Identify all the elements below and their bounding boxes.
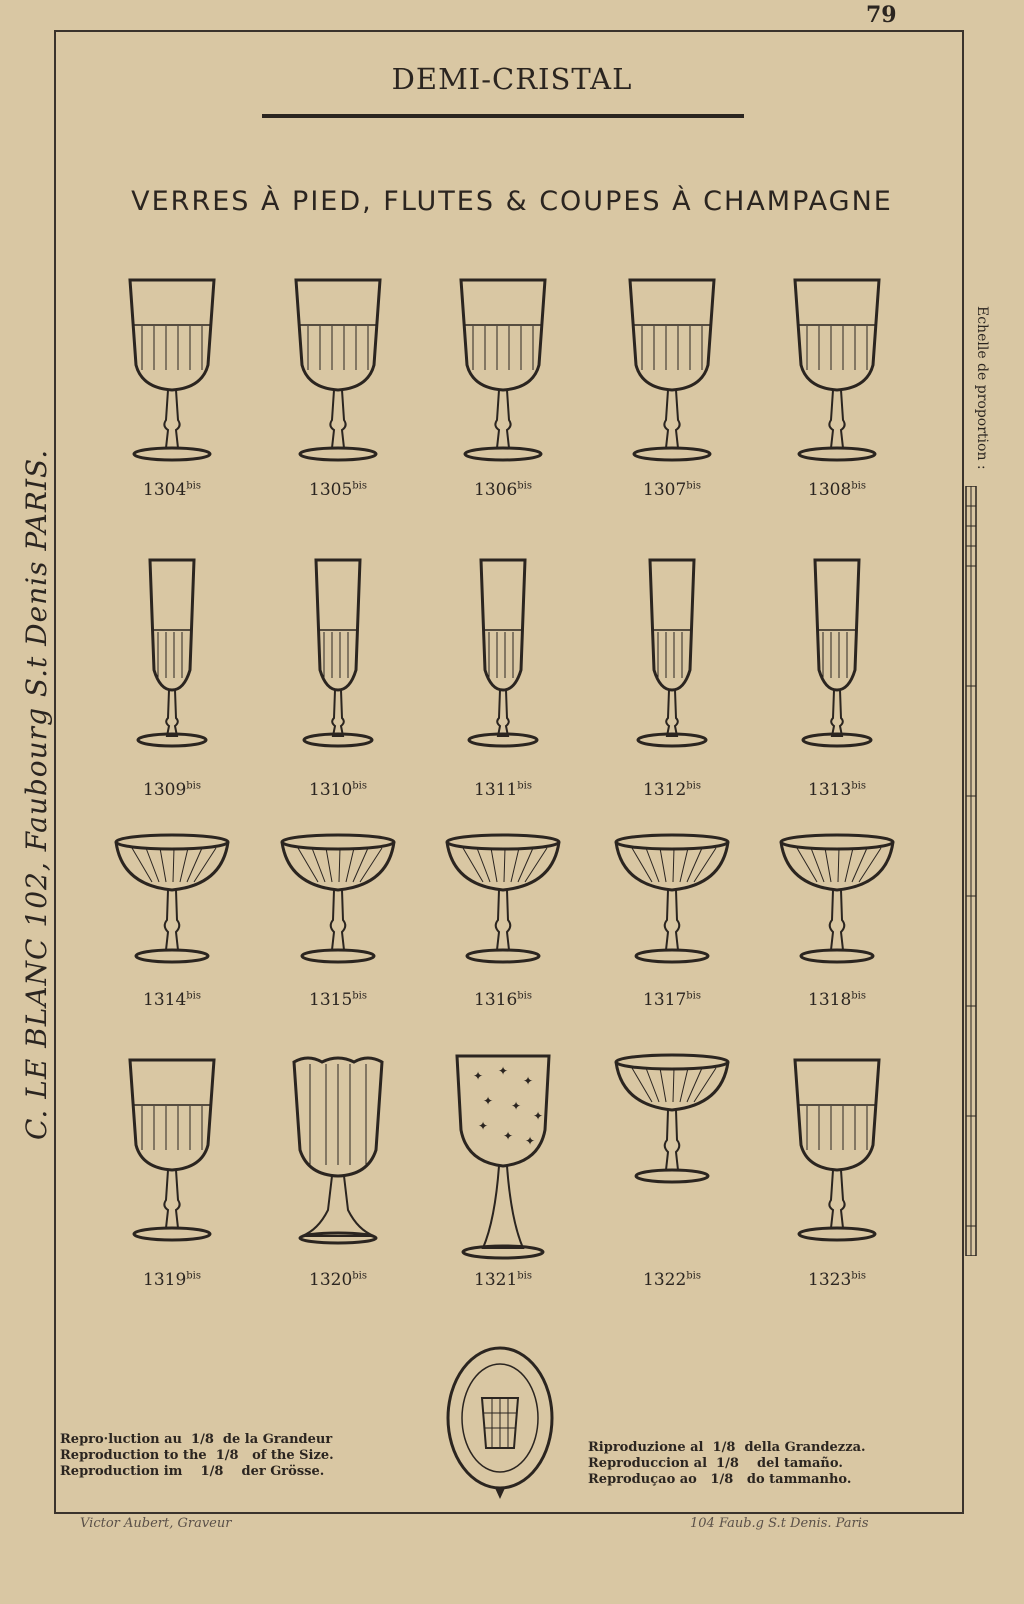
- glass-drawing: [443, 830, 563, 1050]
- svg-text:✦: ✦: [533, 1109, 544, 1123]
- item-number-suffix: bis: [352, 780, 367, 792]
- glass-drawing: [112, 550, 232, 770]
- glass-item-1306: [443, 270, 563, 500]
- item-number-text: 1305: [309, 480, 353, 500]
- item-number-text: 1319: [143, 1270, 187, 1290]
- reproduction-note-left: Repro·luction au 1/8 de la Grandeur Reproduction to the 1/8 of the Size. Reproduction im 1/8 der Grösse.: [60, 1432, 334, 1479]
- item-number: [112, 780, 232, 800]
- glass-item-1319: [112, 1050, 232, 1290]
- item-number-text: 1314: [143, 990, 187, 1010]
- glass-drawing: [278, 270, 398, 490]
- item-number-suffix: bis: [686, 480, 701, 492]
- item-number-text: 1310: [309, 780, 353, 800]
- glass-item-1311: [443, 550, 563, 800]
- glass-item-1321: [443, 1050, 563, 1290]
- item-number-suffix: bis: [186, 480, 201, 492]
- item-number-text: 1317: [643, 990, 687, 1010]
- glass-drawing: [612, 550, 732, 770]
- item-number: [443, 480, 563, 500]
- item-number-text: 1308: [808, 480, 852, 500]
- item-number: [112, 990, 232, 1010]
- item-number-suffix: bis: [851, 990, 866, 1002]
- item-number: [278, 990, 398, 1010]
- glass-drawing: [278, 550, 398, 770]
- glass-item-1314: [112, 830, 232, 1050]
- item-number: [612, 480, 732, 500]
- item-number-suffix: bis: [352, 480, 367, 492]
- item-number-text: 1316: [474, 990, 518, 1010]
- item-number-text: 1320: [309, 1270, 353, 1290]
- item-number: [112, 480, 232, 500]
- item-number: [278, 480, 398, 500]
- glass-drawing: [777, 550, 897, 770]
- item-number-text: 1309: [143, 780, 187, 800]
- trademark-seal: [440, 1343, 560, 1503]
- glass-drawing: [112, 270, 232, 490]
- item-number-suffix: bis: [851, 480, 866, 492]
- item-number-suffix: bis: [686, 990, 701, 1002]
- item-number-suffix: bis: [851, 780, 866, 792]
- glass-item-1316: [443, 830, 563, 1050]
- svg-text:✦: ✦: [511, 1099, 522, 1113]
- item-number: [777, 1270, 897, 1290]
- glass-drawing: [443, 270, 563, 490]
- svg-text:✦: ✦: [498, 1064, 509, 1078]
- glass-item-1315: [278, 830, 398, 1050]
- svg-text:✦: ✦: [473, 1069, 484, 1083]
- glass-item-1317: [612, 830, 732, 1050]
- item-number-suffix: bis: [517, 780, 532, 792]
- glass-drawing: [278, 830, 398, 1050]
- glass-item-1304: [112, 270, 232, 500]
- svg-text:✦: ✦: [523, 1074, 534, 1088]
- svg-text:✦: ✦: [478, 1119, 489, 1133]
- glass-drawing: [612, 1050, 732, 1270]
- item-number-suffix: bis: [517, 990, 532, 1002]
- item-number: [443, 780, 563, 800]
- glass-item-1322: [612, 1050, 732, 1290]
- item-number: [612, 780, 732, 800]
- glass-drawing: [443, 550, 563, 770]
- item-number-text: 1307: [643, 480, 687, 500]
- item-number: [777, 780, 897, 800]
- item-number-suffix: bis: [517, 480, 532, 492]
- item-number-text: 1306: [474, 480, 518, 500]
- item-number-suffix: bis: [686, 780, 701, 792]
- glass-item-1305: [278, 270, 398, 500]
- glass-drawing: [777, 1050, 897, 1270]
- item-number-suffix: bis: [186, 1270, 201, 1282]
- item-number-text: 1321: [474, 1270, 518, 1290]
- svg-text:✦: ✦: [503, 1129, 514, 1143]
- item-number-suffix: bis: [186, 990, 201, 1002]
- section-subtitle: VERRES À PIED, FLUTES & COUPES À CHAMPAGNE: [131, 186, 893, 217]
- glass-item-1318: [777, 830, 897, 1050]
- item-number-text: 1312: [643, 780, 687, 800]
- svg-text:✦: ✦: [525, 1134, 536, 1148]
- glass-item-1313: [777, 550, 897, 800]
- item-number: [278, 780, 398, 800]
- glass-drawing: [112, 830, 232, 1050]
- glass-item-1307: [612, 270, 732, 500]
- item-number-suffix: bis: [851, 1270, 866, 1282]
- item-number: [443, 990, 563, 1010]
- address-footer: 104 Faub.g S.t Denis. Paris: [690, 1516, 869, 1531]
- item-number: [278, 1270, 398, 1290]
- glass-drawing: [612, 270, 732, 490]
- item-number-suffix: bis: [352, 990, 367, 1002]
- item-number: [612, 1270, 732, 1290]
- item-number: [612, 990, 732, 1010]
- proportion-scale: [965, 486, 979, 1256]
- svg-text:✦: ✦: [483, 1094, 494, 1108]
- item-number: [443, 1270, 563, 1290]
- item-number-text: 1313: [808, 780, 852, 800]
- item-number: [112, 1270, 232, 1290]
- page-title: DEMI-CRISTAL: [391, 62, 633, 96]
- item-number: [777, 480, 897, 500]
- glass-drawing: [278, 1050, 398, 1270]
- glass-item-1308: [777, 270, 897, 500]
- item-number-suffix: bis: [517, 1270, 532, 1282]
- reproduction-note-right: Riproduzione al 1/8 della Grandezza. Reproduccion al 1/8 del tamaño. Reproduçao ao 1/8 do tammanho.: [588, 1440, 866, 1487]
- item-number-text: 1315: [309, 990, 353, 1010]
- scale-label: Echelle de proportion :: [974, 306, 990, 470]
- item-number-suffix: bis: [352, 1270, 367, 1282]
- page-frame: [54, 30, 964, 1514]
- glass-item-1312: [612, 550, 732, 800]
- glass-item-1309: [112, 550, 232, 800]
- glass-drawing: [777, 830, 897, 1050]
- title-rule: [262, 114, 744, 118]
- glass-drawing: [612, 830, 732, 1050]
- item-number-suffix: bis: [186, 780, 201, 792]
- item-number-text: 1322: [643, 1270, 687, 1290]
- item-number-text: 1304: [143, 480, 187, 500]
- item-number-text: 1311: [474, 780, 518, 800]
- item-number: [777, 990, 897, 1010]
- item-number-suffix: bis: [686, 1270, 701, 1282]
- glass-item-1320: [278, 1050, 398, 1290]
- item-number-text: 1323: [808, 1270, 852, 1290]
- glass-drawing: [112, 1050, 232, 1270]
- page-number: 79: [866, 2, 897, 28]
- item-number-text: 1318: [808, 990, 852, 1010]
- publisher-side-text: C. LE BLANC 102, Faubourg S.t Denis PARIS.: [20, 448, 53, 1140]
- glass-item-1323: [777, 1050, 897, 1290]
- glass-item-1310: [278, 550, 398, 800]
- glass-drawing: [777, 270, 897, 490]
- glass-drawing: [443, 1050, 563, 1270]
- engraver-credit: Victor Aubert, Graveur: [80, 1516, 232, 1531]
